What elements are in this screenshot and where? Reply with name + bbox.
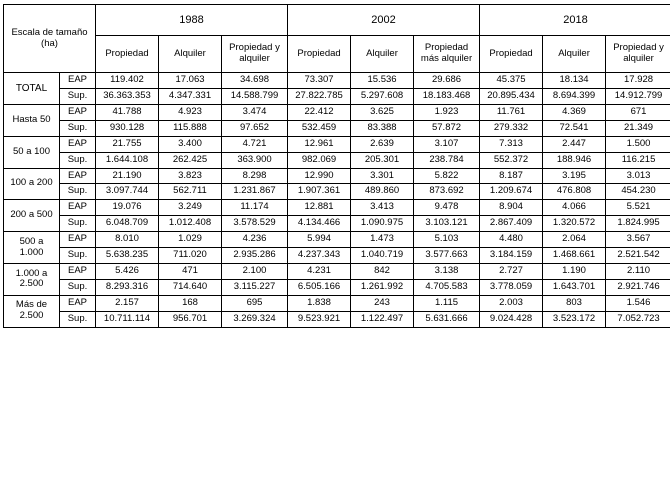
table-row [4, 311, 670, 327]
subheader-2002-propiedad-mas-alquiler: Propiedad más alquiler [414, 36, 480, 73]
cell-sup: 3.523.172 [543, 311, 606, 327]
cell-eap: 2.100 [222, 264, 288, 280]
cell-eap: 2.064 [543, 232, 606, 248]
cell-sup: 4.237.343 [288, 248, 351, 264]
cell-eap: 5.822 [414, 168, 480, 184]
cell-sup: 2.935.286 [222, 248, 288, 264]
row-unit-eap: EAP [60, 264, 96, 280]
cell-sup: 476.808 [543, 184, 606, 200]
cell-eap: 2.157 [96, 295, 159, 311]
cell-eap: 4.066 [543, 200, 606, 216]
cell-eap: 21.190 [96, 168, 159, 184]
row-unit-sup: Sup. [60, 88, 96, 104]
subheader-1988-propiedad: Propiedad [96, 36, 159, 73]
table-row [4, 232, 670, 248]
cell-sup: 2.521.542 [606, 248, 670, 264]
row-unit-eap: EAP [60, 73, 96, 89]
cell-eap: 73.307 [288, 73, 351, 89]
cell-sup: 14.588.799 [222, 88, 288, 104]
cell-eap: 22.412 [288, 104, 351, 120]
row-unit-sup: Sup. [60, 248, 96, 264]
cell-eap: 8.904 [480, 200, 543, 216]
cell-sup: 238.784 [414, 152, 480, 168]
row-unit-eap: EAP [60, 136, 96, 152]
cell-eap: 471 [159, 264, 222, 280]
cell-sup: 930.128 [96, 120, 159, 136]
cell-sup: 2.921.746 [606, 279, 670, 295]
table-row [4, 88, 670, 104]
cell-eap: 3.249 [159, 200, 222, 216]
table-row [4, 216, 670, 232]
cell-sup: 4.134.466 [288, 216, 351, 232]
cell-sup: 72.541 [543, 120, 606, 136]
cell-sup: 711.020 [159, 248, 222, 264]
row-unit-eap: EAP [60, 232, 96, 248]
cell-eap: 3.301 [351, 168, 414, 184]
cell-sup: 205.301 [351, 152, 414, 168]
cell-sup: 8.293.316 [96, 279, 159, 295]
cell-sup: 3.097.744 [96, 184, 159, 200]
row-label: 50 a 100 [4, 136, 60, 168]
row-label: 1.000 a 2.500 [4, 264, 60, 296]
cell-eap: 8.010 [96, 232, 159, 248]
cell-sup: 454.230 [606, 184, 670, 200]
cell-sup: 5.631.666 [414, 311, 480, 327]
cell-eap: 1.923 [414, 104, 480, 120]
cell-eap: 2.003 [480, 295, 543, 311]
subheader-1988-propiedad-y-alquiler: Propiedad y alquiler [222, 36, 288, 73]
cell-eap: 11.174 [222, 200, 288, 216]
cell-sup: 3.577.663 [414, 248, 480, 264]
cell-eap: 3.013 [606, 168, 670, 184]
cell-eap: 41.788 [96, 104, 159, 120]
cell-eap: 7.313 [480, 136, 543, 152]
cell-sup: 8.694.399 [543, 88, 606, 104]
cell-sup: 3.184.159 [480, 248, 543, 264]
cell-eap: 8.298 [222, 168, 288, 184]
table-row [4, 168, 670, 184]
subheader-2018-propiedad: Propiedad [480, 36, 543, 73]
row-unit-sup: Sup. [60, 152, 96, 168]
table-row [4, 279, 670, 295]
cell-sup: 21.349 [606, 120, 670, 136]
row-label: Hasta 50 [4, 104, 60, 136]
table-row [4, 136, 670, 152]
cell-sup: 1.643.701 [543, 279, 606, 295]
row-label: 500 a 1.000 [4, 232, 60, 264]
cell-eap: 4.721 [222, 136, 288, 152]
subheader-1988-alquiler: Alquiler [159, 36, 222, 73]
cell-eap: 2.639 [351, 136, 414, 152]
cell-eap: 9.478 [414, 200, 480, 216]
cell-sup: 4.347.331 [159, 88, 222, 104]
cell-eap: 5.994 [288, 232, 351, 248]
cell-sup: 1.122.497 [351, 311, 414, 327]
cell-sup: 1.231.867 [222, 184, 288, 200]
cell-sup: 36.363.353 [96, 88, 159, 104]
row-unit-eap: EAP [60, 200, 96, 216]
year-header-2018: 2018 [480, 5, 670, 36]
cell-sup: 97.652 [222, 120, 288, 136]
table-row [4, 120, 670, 136]
row-unit-sup: Sup. [60, 184, 96, 200]
cell-sup: 9.024.428 [480, 311, 543, 327]
cell-sup: 3.269.324 [222, 311, 288, 327]
cell-sup: 956.701 [159, 311, 222, 327]
cell-eap: 1.190 [543, 264, 606, 280]
cell-sup: 1.824.995 [606, 216, 670, 232]
cell-eap: 3.107 [414, 136, 480, 152]
cell-eap: 695 [222, 295, 288, 311]
cell-eap: 803 [543, 295, 606, 311]
cell-sup: 873.692 [414, 184, 480, 200]
cell-sup: 115.888 [159, 120, 222, 136]
table-head [4, 5, 670, 73]
cell-sup: 18.183.468 [414, 88, 480, 104]
cell-eap: 3.400 [159, 136, 222, 152]
cell-eap: 168 [159, 295, 222, 311]
cell-sup: 279.332 [480, 120, 543, 136]
cell-eap: 5.103 [414, 232, 480, 248]
cell-eap: 3.195 [543, 168, 606, 184]
cell-sup: 1.209.674 [480, 184, 543, 200]
cell-eap: 4.231 [288, 264, 351, 280]
cell-eap: 8.187 [480, 168, 543, 184]
cell-sup: 363.900 [222, 152, 288, 168]
cell-eap: 12.990 [288, 168, 351, 184]
row-label: 200 a 500 [4, 200, 60, 232]
table-row [4, 73, 670, 89]
table-row [4, 184, 670, 200]
row-unit-eap: EAP [60, 295, 96, 311]
cell-eap: 45.375 [480, 73, 543, 89]
cell-eap: 243 [351, 295, 414, 311]
cell-eap: 17.928 [606, 73, 670, 89]
cell-eap: 34.698 [222, 73, 288, 89]
cell-eap: 3.567 [606, 232, 670, 248]
row-unit-sup: Sup. [60, 216, 96, 232]
cell-eap: 119.402 [96, 73, 159, 89]
cell-sup: 7.052.723 [606, 311, 670, 327]
cell-eap: 1.473 [351, 232, 414, 248]
subheader-2002-alquiler: Alquiler [351, 36, 414, 73]
cell-eap: 5.426 [96, 264, 159, 280]
cell-eap: 3.823 [159, 168, 222, 184]
cell-eap: 17.063 [159, 73, 222, 89]
row-unit-sup: Sup. [60, 120, 96, 136]
cell-sup: 714.640 [159, 279, 222, 295]
cell-sup: 3.778.059 [480, 279, 543, 295]
row-unit-eap: EAP [60, 104, 96, 120]
table-row [4, 295, 670, 311]
row-unit-sup: Sup. [60, 279, 96, 295]
cell-sup: 1.907.361 [288, 184, 351, 200]
cell-eap: 2.110 [606, 264, 670, 280]
row-unit-eap: EAP [60, 168, 96, 184]
header-row-tenure [4, 36, 670, 73]
cell-eap: 1.029 [159, 232, 222, 248]
cell-sup: 562.711 [159, 184, 222, 200]
cell-sup: 2.867.409 [480, 216, 543, 232]
cell-eap: 4.923 [159, 104, 222, 120]
table-row [4, 200, 670, 216]
table-row [4, 264, 670, 280]
cell-sup: 1.040.719 [351, 248, 414, 264]
cell-sup: 5.638.235 [96, 248, 159, 264]
cell-sup: 489.860 [351, 184, 414, 200]
cell-sup: 1.012.408 [159, 216, 222, 232]
cell-sup: 27.822.785 [288, 88, 351, 104]
cell-eap: 3.625 [351, 104, 414, 120]
subheader-2002-propiedad: Propiedad [288, 36, 351, 73]
table-row [4, 104, 670, 120]
cell-eap: 12.961 [288, 136, 351, 152]
cell-eap: 2.447 [543, 136, 606, 152]
cell-eap: 842 [351, 264, 414, 280]
cell-eap: 21.755 [96, 136, 159, 152]
cell-sup: 1.468.661 [543, 248, 606, 264]
cell-eap: 4.236 [222, 232, 288, 248]
cell-sup: 6.048.709 [96, 216, 159, 232]
cell-eap: 11.761 [480, 104, 543, 120]
cell-eap: 29.686 [414, 73, 480, 89]
row-label: 100 a 200 [4, 168, 60, 200]
subheader-2018-propiedad-y-alquiler: Propiedad y alquiler [606, 36, 670, 73]
cell-eap: 15.536 [351, 73, 414, 89]
year-header-2002: 2002 [288, 5, 480, 36]
cell-sup: 1.644.108 [96, 152, 159, 168]
cell-eap: 1.500 [606, 136, 670, 152]
cell-eap: 3.413 [351, 200, 414, 216]
cell-sup: 3.115.227 [222, 279, 288, 295]
cell-sup: 1.090.975 [351, 216, 414, 232]
row-label: TOTAL [4, 73, 60, 105]
cell-sup: 14.912.799 [606, 88, 670, 104]
row-label: Más de 2.500 [4, 295, 60, 327]
cell-sup: 83.388 [351, 120, 414, 136]
cell-sup: 1.320.572 [543, 216, 606, 232]
cell-eap: 1.546 [606, 295, 670, 311]
cell-sup: 188.946 [543, 152, 606, 168]
cell-sup: 9.523.921 [288, 311, 351, 327]
cell-eap: 3.474 [222, 104, 288, 120]
cell-sup: 6.505.166 [288, 279, 351, 295]
table-row [4, 248, 670, 264]
year-header-1988: 1988 [96, 5, 288, 36]
cell-eap: 1.838 [288, 295, 351, 311]
cell-sup: 57.872 [414, 120, 480, 136]
cell-sup: 262.425 [159, 152, 222, 168]
cell-sup: 116.215 [606, 152, 670, 168]
cell-sup: 3.103.121 [414, 216, 480, 232]
cell-eap: 1.115 [414, 295, 480, 311]
cell-eap: 19.076 [96, 200, 159, 216]
cell-sup: 20.895.434 [480, 88, 543, 104]
cell-sup: 982.069 [288, 152, 351, 168]
escala-tamano-table [3, 4, 670, 328]
cell-eap: 12.881 [288, 200, 351, 216]
cell-sup: 5.297.608 [351, 88, 414, 104]
row-unit-sup: Sup. [60, 311, 96, 327]
cell-eap: 18.134 [543, 73, 606, 89]
cell-sup: 532.459 [288, 120, 351, 136]
header-row-years [4, 5, 670, 36]
corner-header: Escala de tamaño (ha) [4, 5, 96, 73]
cell-sup: 4.705.583 [414, 279, 480, 295]
cell-eap: 4.369 [543, 104, 606, 120]
cell-sup: 1.261.992 [351, 279, 414, 295]
cell-eap: 2.727 [480, 264, 543, 280]
cell-eap: 5.521 [606, 200, 670, 216]
cell-sup: 10.711.114 [96, 311, 159, 327]
table-row [4, 152, 670, 168]
cell-sup: 3.578.529 [222, 216, 288, 232]
cell-eap: 3.138 [414, 264, 480, 280]
cell-sup: 552.372 [480, 152, 543, 168]
subheader-2018-alquiler: Alquiler [543, 36, 606, 73]
table-body [4, 73, 670, 328]
cell-eap: 671 [606, 104, 670, 120]
cell-eap: 4.480 [480, 232, 543, 248]
